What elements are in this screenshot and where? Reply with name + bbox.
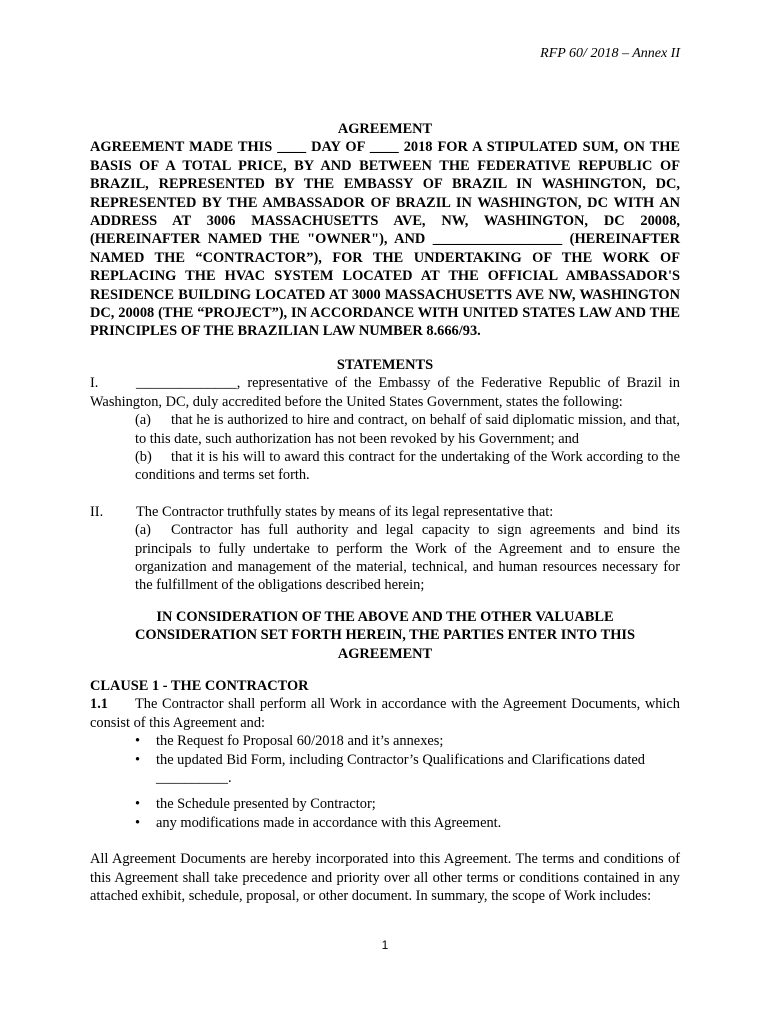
spacer xyxy=(90,832,680,850)
agreement-title: AGREEMENT xyxy=(337,121,433,137)
statement-i-a xyxy=(90,411,680,448)
annex-header: RFP 60/ 2018 – Annex II xyxy=(540,46,680,61)
consideration-heading: IN CONSIDERATION OF THE ABOVE AND THE OTHER VALUABLE CONSIDERATION SET FORTH HEREIN, THE PARTIES ENTER INTO THIS AGREEMENT xyxy=(134,608,635,662)
clause-1-closing: All Agreement Documents are hereby incorporated into this Agreement. The terms and conditions of this Agreement shall take precedence and priority over all other terms or conditions contained in any attached exhibit, schedule, proposal, or other document. In summary, the scope of Work includes: xyxy=(90,851,680,905)
clause-1-1-text: The Contractor shall perform all Work in accordance with the Agreement Documents, which consist of this Agreement and: xyxy=(90,696,680,731)
clause-1-1-number: 1.1 xyxy=(90,696,108,713)
list-item: • the updated Bid Form, including Contractor’s Qualifications and Clarifications dated __________. xyxy=(156,751,680,788)
spacer xyxy=(90,485,680,503)
statement-i-number: I. xyxy=(90,375,99,392)
statement-i-a-label: (a) xyxy=(135,412,151,429)
statement-ii-a-label: (a) xyxy=(135,522,151,539)
agreement-documents-list xyxy=(90,732,680,832)
statement-i-text: ______________, representative of the Embassy of the Federative Republic of Brazil in Washington, DC, duly accredited before the United States Government, states the following: xyxy=(90,375,680,410)
statements-title: STATEMENTS xyxy=(336,356,434,373)
statement-ii xyxy=(90,503,680,521)
statement-ii-number: II. xyxy=(90,503,104,520)
statement-ii-text: The Contractor truthfully states by means of its legal representative that: xyxy=(136,503,554,520)
list-item: • the Schedule presented by Contractor; xyxy=(156,795,680,813)
list-item: • any modifications made in accordance with this Agreement. xyxy=(156,814,680,832)
agreement-intro: AGREEMENT MADE THIS ____ DAY OF ____ 2018 FOR A STIPULATED SUM, ON THE BASIS OF A TOTAL PRICE, BY AND BETWEEN THE FEDERATIVE REPUBLIC OF BRAZIL, REPRESENTED BY THE EMBASSY OF BRAZIL IN WASHINGTON, DC, REPRESENTED BY THE AMBASSADOR OF BRAZIL IN WASHINGTON, DC WITH AN ADDRESS AT 3006 MASSACHUSETTS AVE, NW, WASHINGTON, DC 20008, (HEREINAFTER NAMED THE "OWNER"), AND __________________ (HEREINAFTER NAMED THE “CONTRACTOR”), FOR THE UNDERTAKING OF THE WORK OF REPLACING THE HVAC SYSTEM LOCATED AT THE OFFICIAL AMBASSADOR'S RESIDENCE BUILDING LOCATED AT 3000 MASSACHUSETTS AVE NW, WASHINGTON DC, 20008 (THE “PROJECT”), IN ACCORDANCE WITH UNITED STATES LAW AND THE PRINCIPLES OF THE BRAZILIAN LAW NUMBER 8.666/93. xyxy=(90,139,680,340)
page-number: 1 xyxy=(381,938,389,952)
statement-i-b-label: (b) xyxy=(135,448,152,465)
statement-i-b xyxy=(90,448,680,485)
clause-1-1 xyxy=(90,695,680,732)
statement-ii-a-text: Contractor has full authority and legal capacity to sign agreements and bind its principals to fully undertake to perform the Work of the Agreement and to ensure the organization and management of the material, technical, and human resources necessary for the fulfillment of the obligations described herein; xyxy=(135,522,680,594)
document-body xyxy=(90,120,680,905)
statement-ii-a xyxy=(90,521,680,595)
statement-i xyxy=(90,374,680,411)
list-item: • the Request fo Proposal 60/2018 and it’s annexes; xyxy=(156,732,680,750)
clause-1-title: CLAUSE 1 - THE CONTRACTOR xyxy=(90,677,309,694)
statement-i-a-text: that he is authorized to hire and contract, on behalf of said diplomatic mission, and that, to this date, such authorization has not been revoked by his Government; and xyxy=(135,412,680,447)
statement-i-b-text: that it is his will to award this contract for the undertaking of the Work according to the conditions and terms set forth. xyxy=(135,448,680,484)
